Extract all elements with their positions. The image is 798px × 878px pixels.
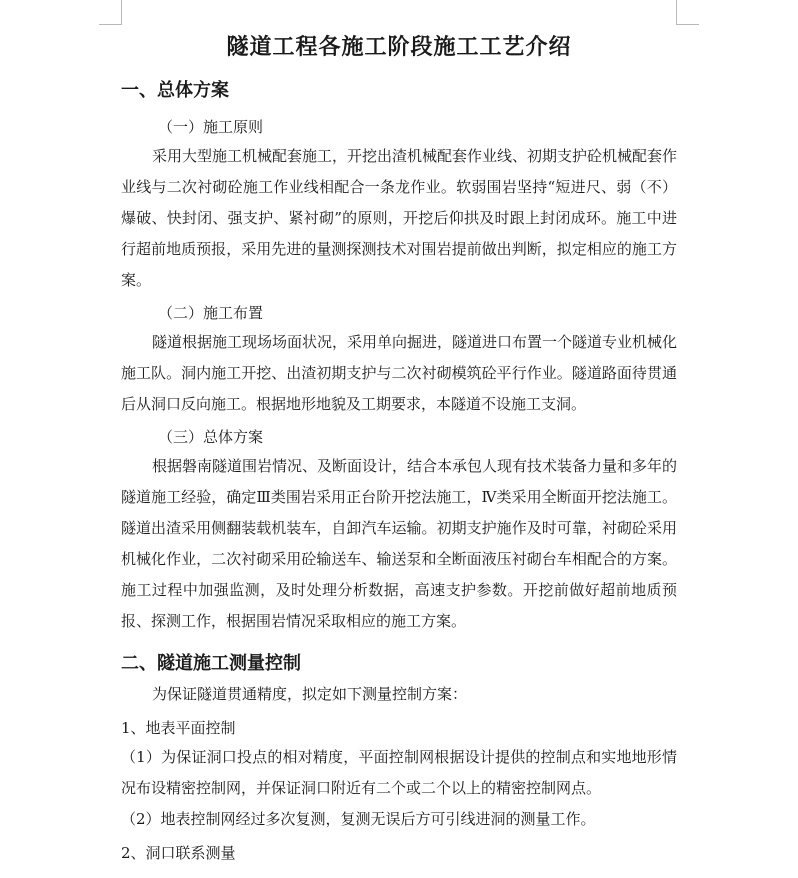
paragraph-principles: 采用大型施工机械配套施工，开挖出渣机械配套作业线、初期支护砼机械配套作业线与二次衬砌砼施工作业线相配合一条龙作业。软弱围岩坚持“短进尺、弱（不）爆破、快封闭、强支护、紧衬砌”的原则，开挖后仰拱及时跟上封闭成环。施工中进行超前地质预报，采用先进的量测探测技术对围岩提前做出判断，拟定相应的施工方案。	[121, 147, 678, 289]
paragraph-survey-intro: 为保证隧道贯通精度，拟定如下测量控制方案：	[152, 685, 468, 703]
page-corner-mark-top-right	[676, 0, 699, 25]
page-corner-mark-top-left	[99, 0, 122, 25]
section-heading-overall-plan: 一、总体方案	[121, 80, 229, 101]
section-heading-survey-control: 二、隧道施工测量控制	[121, 653, 301, 674]
paragraph-overall: 根据磐南隧道围岩情况、及断面设计，结合本承包人现有技术装备力量和多年的隧道施工经验，确定Ⅲ类围岩采用正台阶开挖法施工，Ⅳ类采用全断面开挖法施工。隧道出渣采用侧翻装载机装车，自卸汽车运输。初期支护施作及时可靠，衬砌砼采用机械化作业，二次衬砌采用砼输送车、输送泵和全断面液压衬砌台车相配合的方案。施工过程中加强监测，及时处理分析数据，高速支护参数。开挖前做好超前地质预报、探测工作，根据围岩情况采取相应的施工方案。	[121, 457, 678, 630]
list-item-point-2: （2）地表控制网经过多次复测，复测无误后方可引线进洞的测量工作。	[121, 810, 596, 828]
list-item-point-1: （1）为保证洞口投点的相对精度，平面控制网根据设计提供的控制点和实地地形情况布设精密控制网，并保证洞口附近有二个或二个以上的精密控制网点。	[121, 748, 677, 797]
document-title: 隧道工程各施工阶段施工工艺介绍	[226, 34, 572, 60]
item-heading-surface-control: 1、地表平面控制	[121, 719, 236, 737]
item-heading-portal-survey: 2、洞口联系测量	[121, 844, 236, 862]
subsection-heading-overall: （三）总体方案	[158, 428, 264, 446]
subsection-heading-principles: （一）施工原则	[158, 118, 264, 136]
paragraph-layout: 隧道根据施工现场场面状况，采用单向掘进，隧道进口布置一个隧道专业机械化施工队。洞内施工开挖、出渣初期支护与二次衬砌模筑砼平行作业。隧道路面待贯通后从洞口反向施工。根据地形地貌及工期要求，本隧道不设施工支洞。	[121, 333, 678, 413]
subsection-heading-layout: （二）施工布置	[158, 304, 264, 322]
